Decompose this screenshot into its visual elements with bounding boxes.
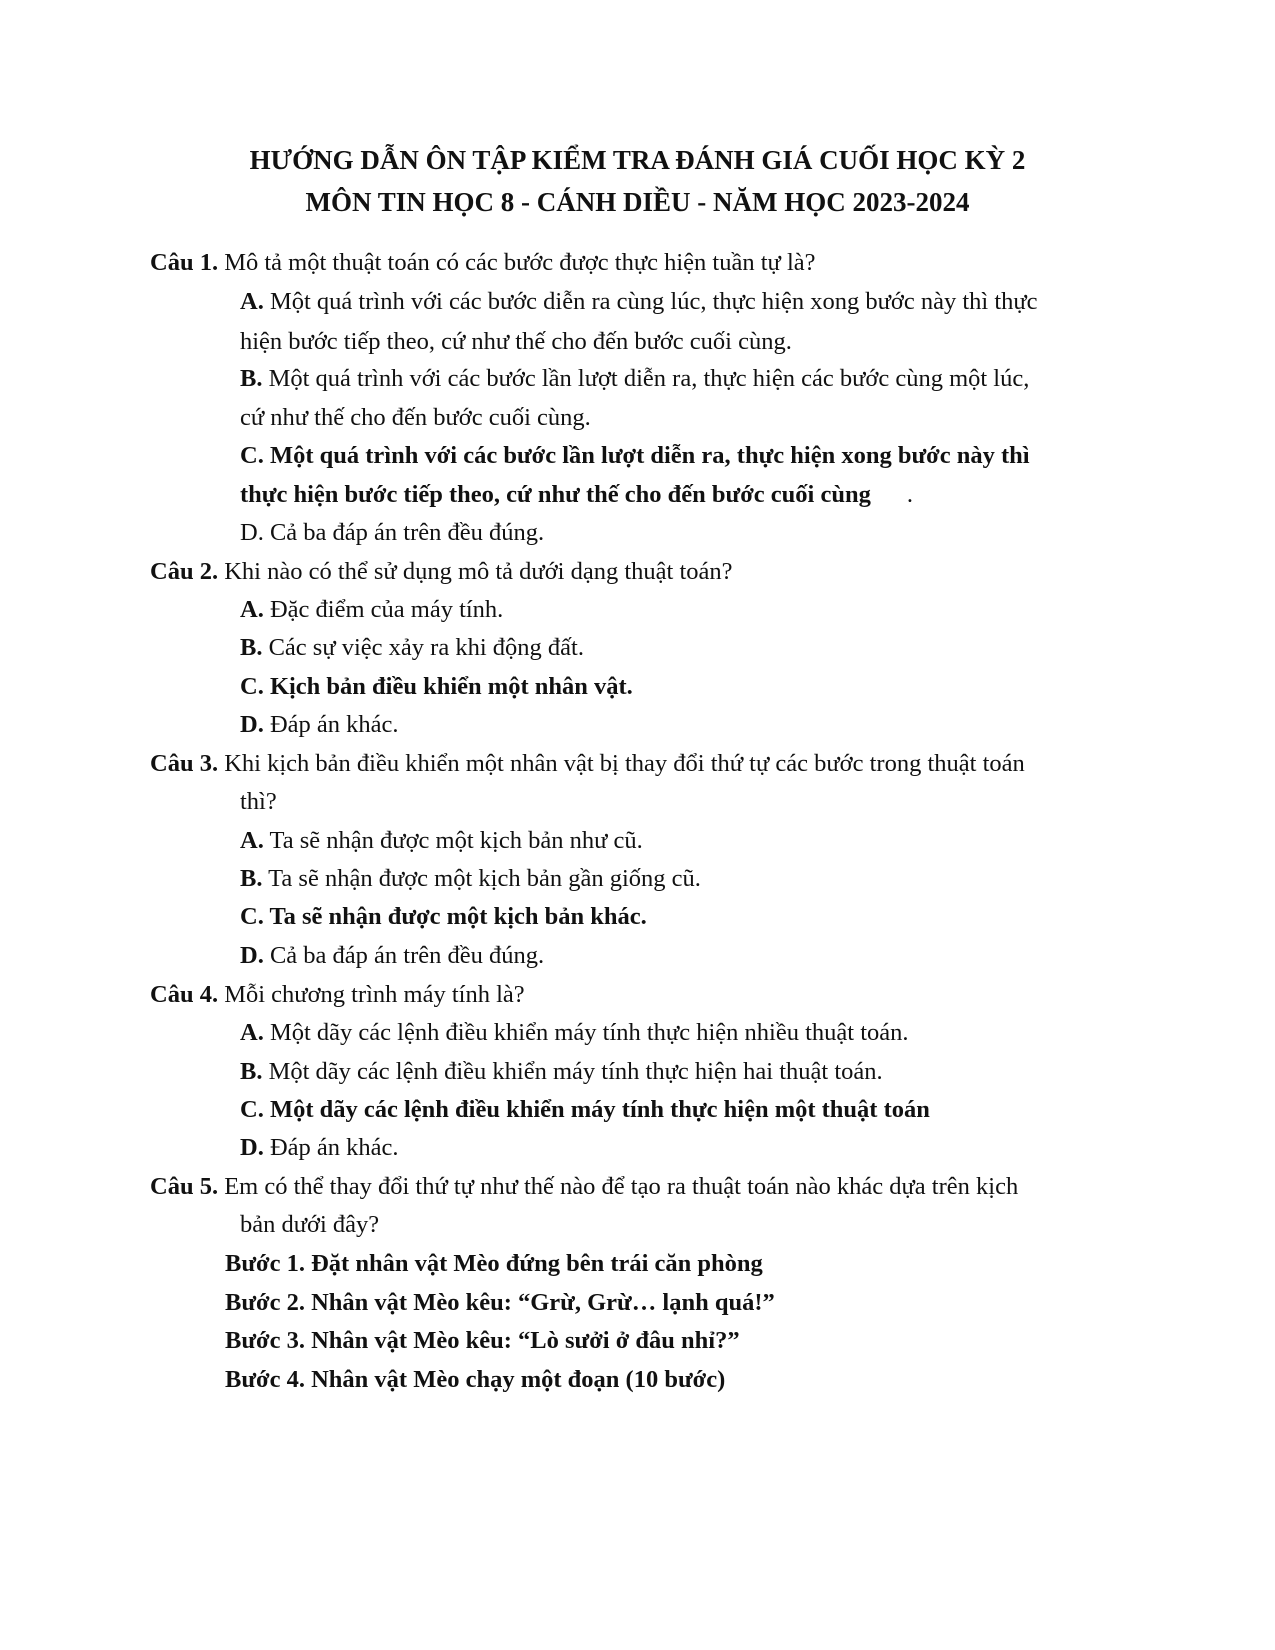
question-label: Câu 1. — [150, 249, 219, 276]
option-text: thực hiện bước tiếp theo, cứ như thế cho đến bước cuối cùng — [240, 481, 871, 508]
step-2: Bước 2. Nhân vật Mèo kêu: “Grừ, Grừ… lạnh quá!” — [225, 1289, 775, 1316]
option-c-correct: C. Một quá trình với các bước lần lượt diễn ra, thực hiện xong bước này thì — [240, 442, 1030, 469]
question-text: Khi nào có thể sử dụng mô tả dưới dạng thuật toán? — [218, 558, 733, 585]
option-label: A. — [240, 596, 264, 623]
step-1: Bước 1. Đặt nhân vật Mèo đứng bên trái căn phòng — [225, 1250, 763, 1277]
question-text: Mô tả một thuật toán có các bước được thực hiện tuần tự là? — [218, 249, 816, 276]
question-label: Câu 2. — [150, 558, 219, 585]
option-text: Một quá trình với các bước diễn ra cùng lúc, thực hiện xong bước này thì thực — [263, 288, 1038, 315]
option-a — [240, 1016, 909, 1050]
option-c-continued — [240, 478, 913, 512]
option-a — [240, 593, 503, 627]
option-b — [240, 362, 1029, 396]
option-label: D. — [240, 711, 264, 738]
option-text: Đáp án khác. — [263, 711, 399, 738]
option-text: Các sự việc xảy ra khi động đất. — [262, 634, 584, 661]
option-b — [240, 1055, 883, 1089]
option-a — [240, 285, 1038, 319]
option-d: D. Cả ba đáp án trên đều đúng. — [240, 519, 545, 546]
option-label: B. — [240, 1058, 263, 1085]
option-d — [240, 939, 544, 973]
option-label: A. — [240, 827, 264, 854]
option-d — [240, 1131, 399, 1165]
question-label: Câu 3. — [150, 750, 219, 777]
option-label: D. — [240, 1134, 264, 1161]
step-3: Bước 3. Nhân vật Mèo kêu: “Lò sưởi ở đâu nhỉ?” — [225, 1327, 740, 1354]
option-text: Cả ba đáp án trên đều đúng. — [263, 942, 545, 969]
question-5-continued: bản dưới đây? — [240, 1211, 380, 1238]
option-text: Ta sẽ nhận được một kịch bản như cũ. — [263, 827, 643, 854]
option-a — [240, 824, 643, 858]
option-text: Đáp án khác. — [263, 1134, 399, 1161]
option-label: B. — [240, 634, 263, 661]
question-1 — [150, 246, 816, 280]
question-3-continued: thì? — [240, 788, 277, 815]
option-text: Đặc điểm của máy tính. — [263, 596, 504, 623]
question-3 — [150, 747, 1025, 781]
option-d — [240, 708, 399, 742]
question-5 — [150, 1170, 1018, 1204]
option-b-continued: cứ như thế cho đến bước cuối cùng. — [240, 404, 591, 431]
option-c-correct: C. Một dãy các lệnh điều khiển máy tính thực hiện một thuật toán — [240, 1096, 930, 1123]
option-c-correct: C. Kịch bản điều khiển một nhân vật. — [240, 673, 633, 700]
step-4: Bước 4. Nhân vật Mèo chạy một đoạn (10 bước) — [225, 1366, 726, 1393]
option-label: A. — [240, 288, 264, 315]
question-4 — [150, 978, 525, 1012]
option-label: D. — [240, 942, 264, 969]
option-label: B. — [240, 365, 263, 392]
option-text-tail: . — [906, 481, 913, 508]
question-text: Khi kịch bản điều khiển một nhân vật bị thay đổi thứ tự các bước trong thuật toán — [218, 750, 1025, 777]
option-text: Một quá trình với các bước lần lượt diễn ra, thực hiện các bước cùng một lúc, — [262, 365, 1030, 392]
option-text: Một dãy các lệnh điều khiển máy tính thực hiện nhiều thuật toán. — [263, 1019, 909, 1046]
page-title: HƯỚNG DẪN ÔN TẬP KIỂM TRA ĐÁNH GIÁ CUỐI HỌC KỲ 2 — [249, 145, 1026, 175]
question-text: Em có thể thay đổi thứ tự như thế nào để tạo ra thuật toán nào khác dựa trên kịch — [218, 1173, 1019, 1200]
option-label: A. — [240, 1019, 264, 1046]
page-subtitle: MÔN TIN HỌC 8 - CÁNH DIỀU - NĂM HỌC 2023-2024 — [305, 187, 970, 217]
option-label: B. — [240, 865, 263, 892]
option-c-correct: C. Ta sẽ nhận được một kịch bản khác. — [240, 903, 647, 930]
option-a-continued: hiện bước tiếp theo, cứ như thế cho đến bước cuối cùng. — [240, 328, 792, 355]
question-label: Câu 5. — [150, 1173, 219, 1200]
option-text: Ta sẽ nhận được một kịch bản gần giống cũ. — [262, 865, 701, 892]
question-text: Mỗi chương trình máy tính là? — [218, 981, 525, 1008]
option-b — [240, 862, 701, 896]
option-text: Một dãy các lệnh điều khiển máy tính thực hiện hai thuật toán. — [262, 1058, 883, 1085]
option-b — [240, 631, 584, 665]
question-2 — [150, 555, 733, 589]
question-label: Câu 4. — [150, 981, 219, 1008]
